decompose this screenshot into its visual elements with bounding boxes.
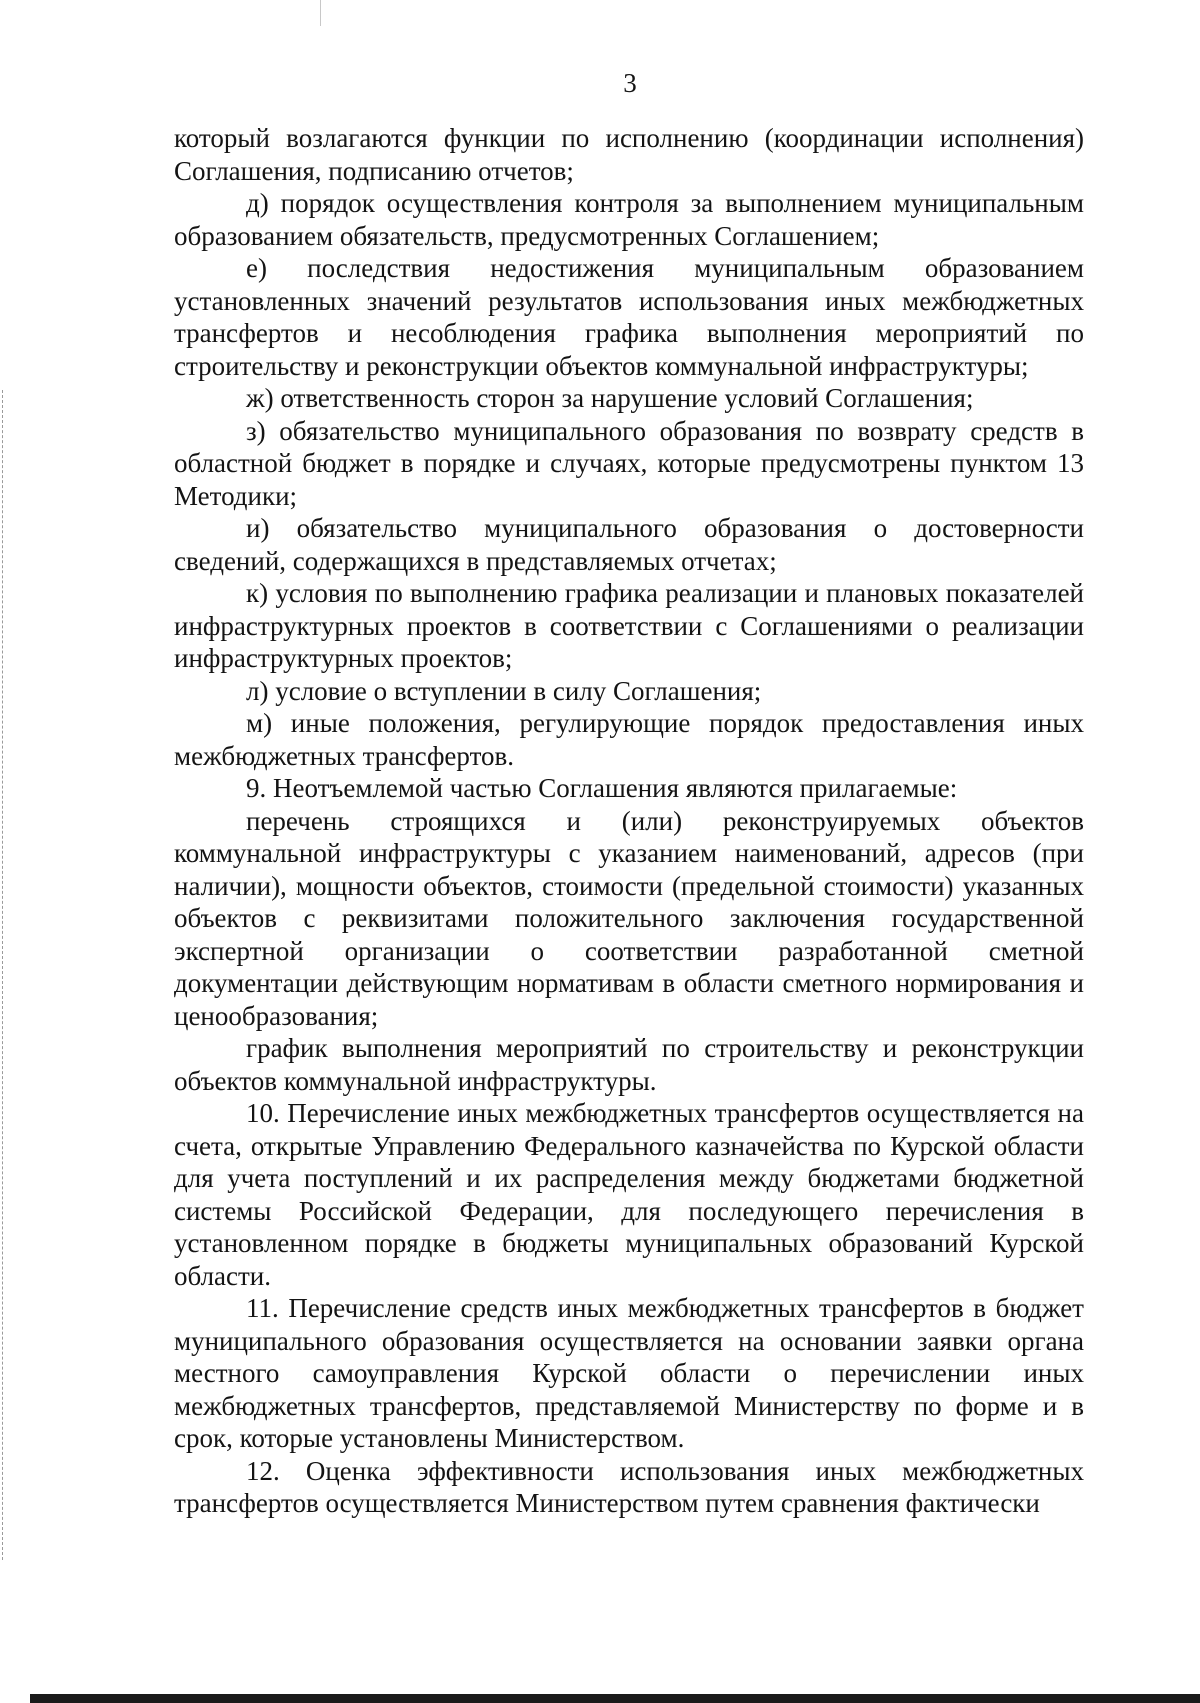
paragraph-item-e: е) последствия недостижения муниципальным образованием установленных значений результатов использования иных межбюджетных трансфертов и несоблюдения графика выполнения мероприятий по строительству и реконструкции объектов коммунальной инфраструктуры; bbox=[174, 253, 1084, 381]
document-body bbox=[174, 122, 1084, 1520]
paragraph-item-m: м) иные положения, регулирующие порядок предоставления иных межбюджетных трансфертов. bbox=[174, 708, 1084, 771]
paragraph-item-d: д) порядок осуществления контроля за выполнением муниципальным образованием обязательств, предусмотренных Соглашением; bbox=[174, 188, 1084, 251]
paragraph-clause-12: 12. Оценка эффективности использования иных межбюджетных трансфертов осуществляется Министерством путем сравнения фактически bbox=[174, 1455, 1084, 1518]
paragraph-continuation: который возлагаются функции по исполнению (координации исполнения) Соглашения, подписанию отчетов; bbox=[174, 123, 1084, 186]
paragraph-clause-9: 9. Неотъемлемой частью Соглашения являются прилагаемые: bbox=[246, 773, 958, 803]
paragraph-item-i: и) обязательство муниципального образования о достоверности сведений, содержащихся в представляемых отчетах; bbox=[174, 513, 1084, 576]
page-number: 3 bbox=[623, 68, 637, 98]
paragraph-clause-10: 10. Перечисление иных межбюджетных трансфертов осуществляется на счета, открытые Управлению Федерального казначейства по Курской области для учета поступлений и их распределения между бюджетами бюджетной системы Российской Федерации, для последующего перечисления в установленном порядке в бюджеты муниципальных образований Курской области. bbox=[174, 1098, 1084, 1291]
paragraph-objects-list: перечень строящихся и (или) реконструируемых объектов коммунальной инфраструктуры с указанием наименований, адресов (при наличии), мощности объектов, стоимости (предельной стоимости) указанных объектов с реквизитами положительного заключения государственной экспертной организации о соответствии разработанной сметной документации действующим нормативам в области сметного нормирования и ценообразования; bbox=[174, 805, 1084, 1031]
scan-bottom-edge bbox=[30, 1694, 1200, 1703]
paragraph-schedule: график выполнения мероприятий по строительству и реконструкции объектов коммунальной инфраструктуры. bbox=[174, 1033, 1084, 1096]
paragraph-clause-11: 11. Перечисление средств иных межбюджетных трансфертов в бюджет муниципального образования осуществляется на основании заявки органа местного самоуправления Курской области о перечислении иных межбюджетных трансфертов, представляемой Министерству по форме и в срок, которые установлены Министерством. bbox=[174, 1293, 1084, 1453]
paragraph-item-k: к) условия по выполнению графика реализации и плановых показателей инфраструктурных проектов в соответствии с Соглашениями о реализации инфраструктурных проектов; bbox=[174, 578, 1084, 673]
paragraph-item-z: з) обязательство муниципального образования по возврату средств в областной бюджет в порядке и случаях, которые предусмотрены пунктом 13 Методики; bbox=[174, 415, 1084, 511]
scan-top-mark bbox=[320, 0, 321, 26]
paragraph-item-l: л) условие о вступлении в силу Соглашения; bbox=[246, 675, 762, 706]
scan-left-edge bbox=[2, 390, 3, 1560]
paragraph-item-zh: ж) ответственность сторон за нарушение условий Соглашения; bbox=[246, 383, 974, 413]
